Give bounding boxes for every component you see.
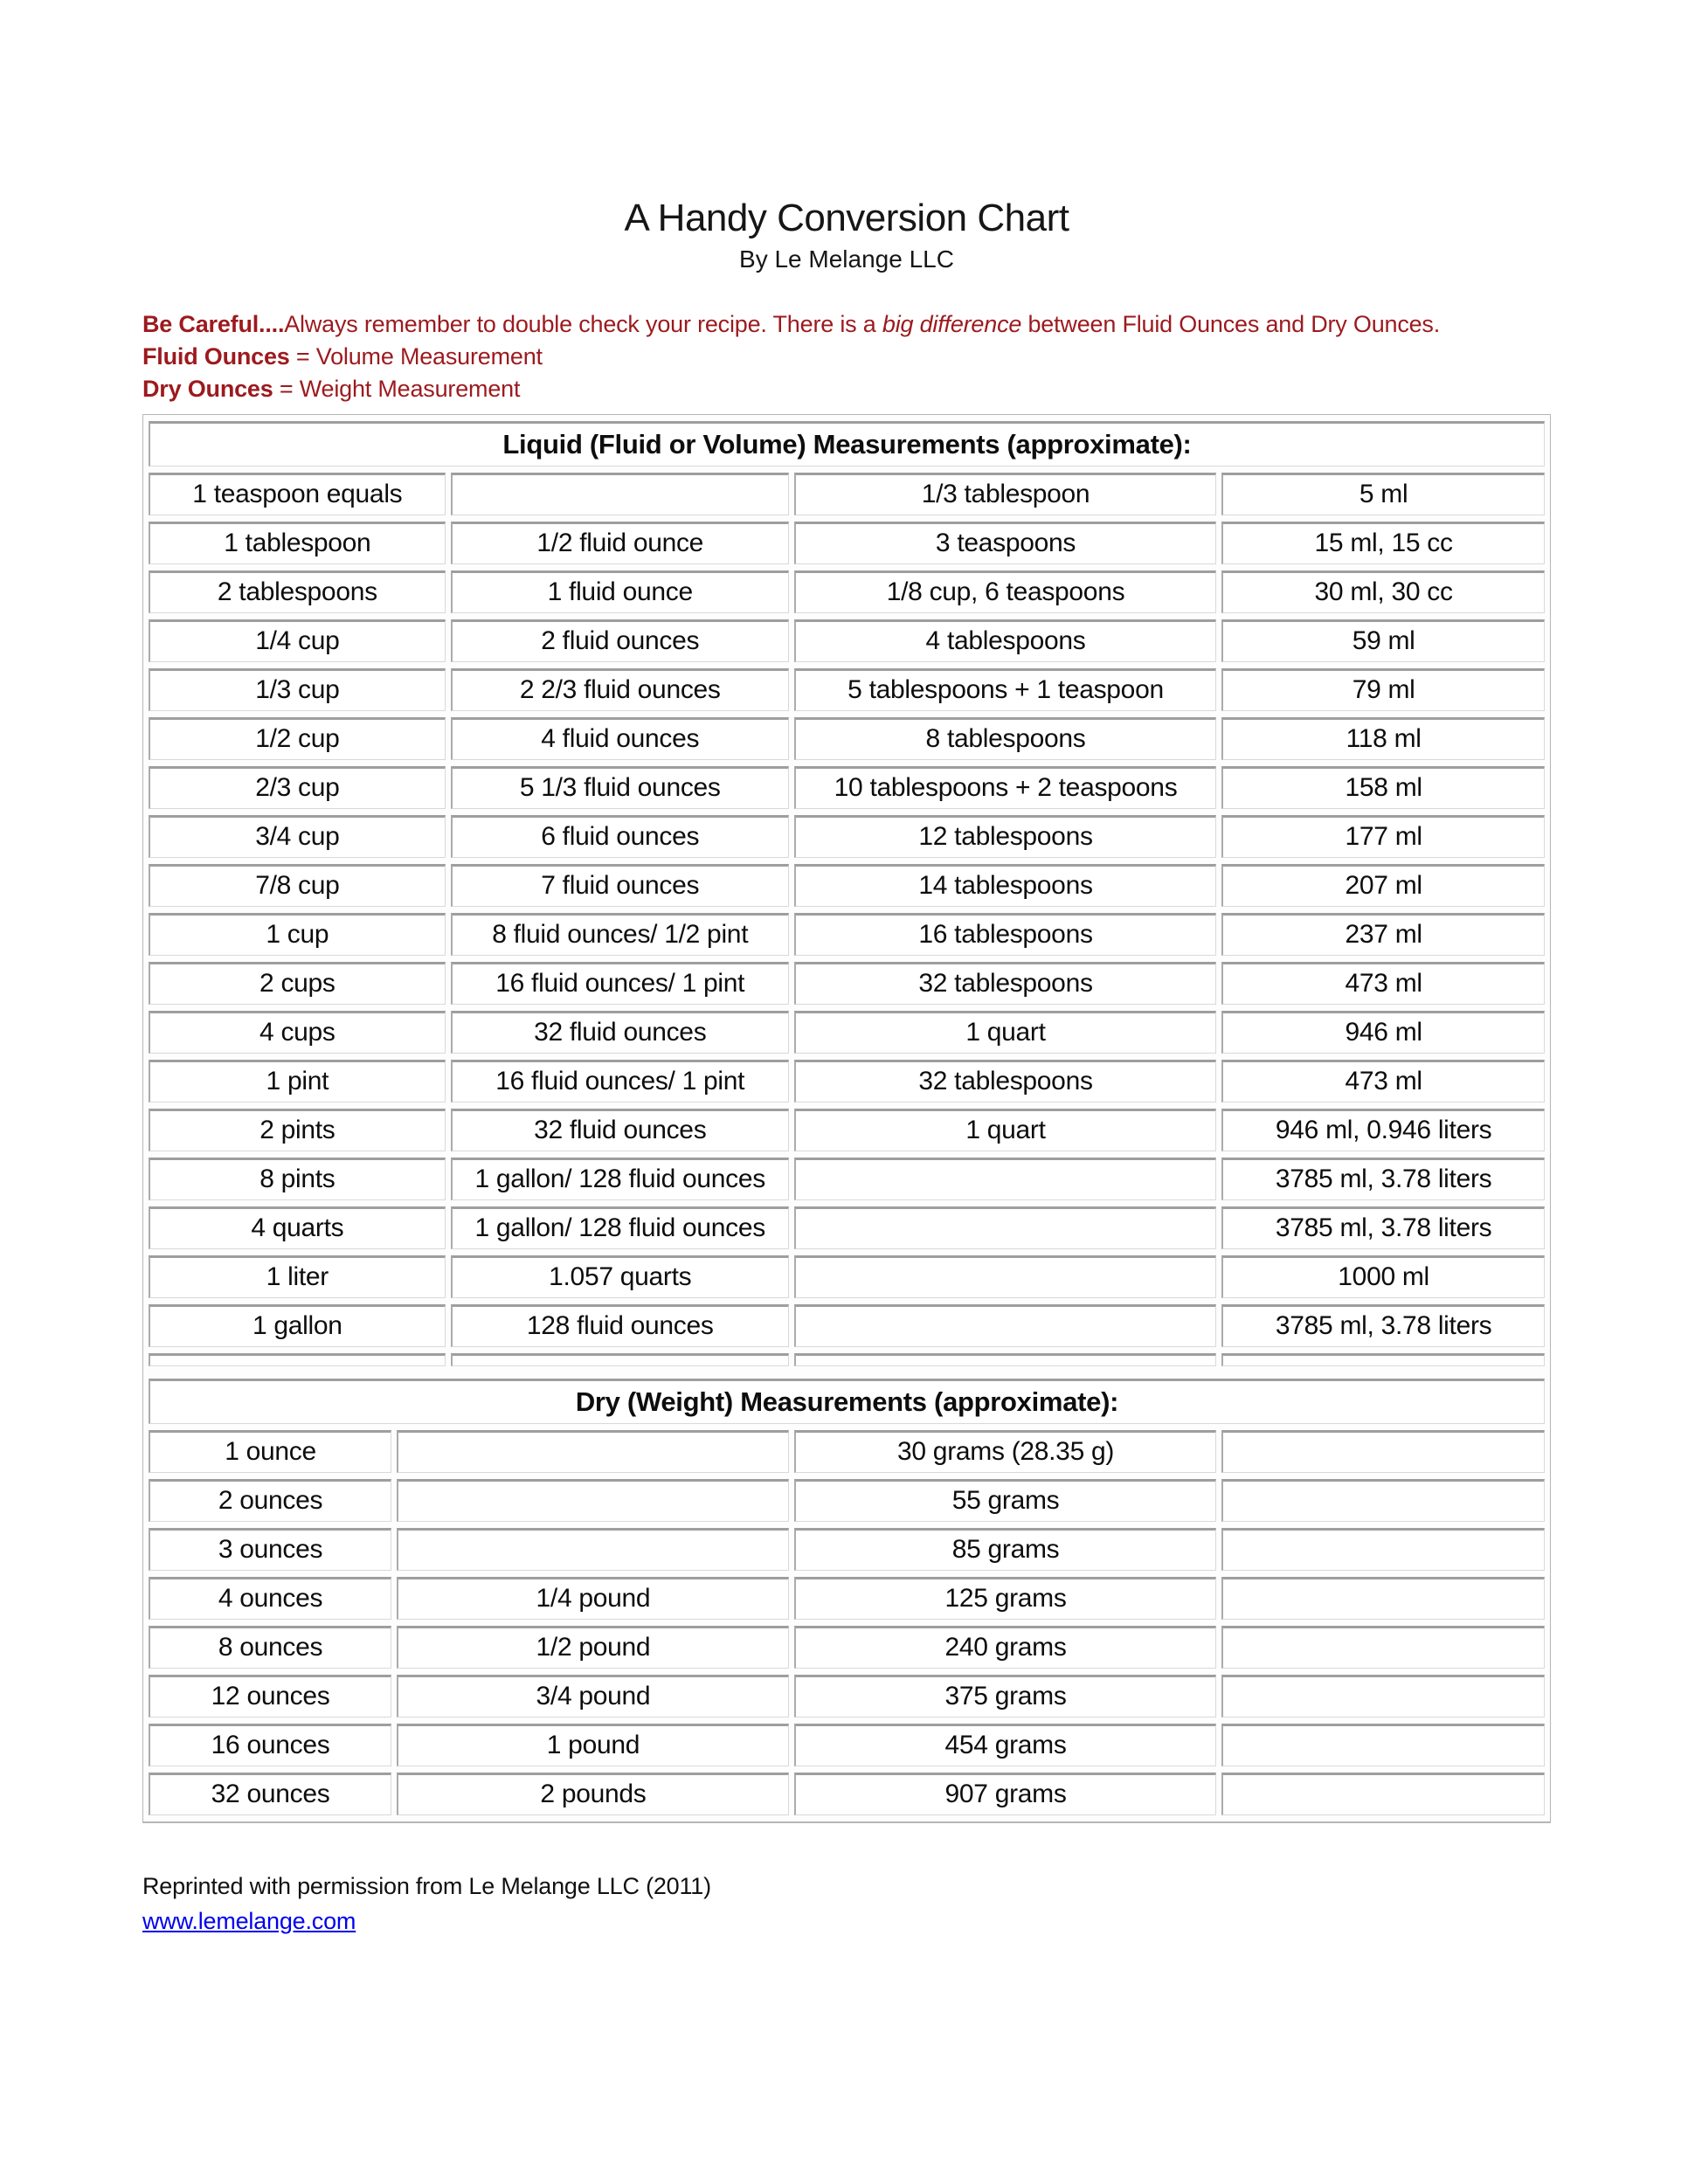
table-cell: 10 tablespoons + 2 teaspoons [794, 766, 1216, 809]
table-cell: 2/3 cup [149, 766, 446, 809]
table-cell: 946 ml, 0.946 liters [1221, 1109, 1545, 1151]
table-cell: 1 gallon/ 128 fluid ounces [451, 1206, 789, 1249]
table-cell: 4 quarts [149, 1206, 446, 1249]
fluid-ounces-term: Fluid Ounces [142, 342, 290, 370]
table-row [149, 1011, 1545, 1054]
table-cell: 1 gallon [149, 1304, 446, 1347]
table-cell [794, 1255, 1216, 1298]
warning-italic-phrase: big difference [882, 310, 1022, 337]
table-row [149, 1255, 1545, 1298]
table-cell: 1/2 cup [149, 717, 446, 760]
table-cell [1221, 1626, 1545, 1669]
table-cell: 1 teaspoon equals [149, 473, 446, 515]
table-cell [1221, 1479, 1545, 1522]
table-row [149, 619, 1545, 662]
page-title: A Handy Conversion Chart [624, 197, 1069, 239]
table-cell [397, 1479, 789, 1522]
table-row [149, 1773, 1545, 1815]
table-cell: 5 ml [1221, 473, 1545, 515]
table-cell: 2 2/3 fluid ounces [451, 668, 789, 711]
table-cell: 1 quart [794, 1109, 1216, 1151]
table-cell [794, 1304, 1216, 1347]
table-cell [1221, 1430, 1545, 1473]
table-cell [1221, 1724, 1545, 1766]
liquid-table-title: Liquid (Fluid or Volume) Measurements (approximate): [149, 421, 1545, 467]
table-cell: 375 grams [794, 1675, 1216, 1717]
table-cell: 1/2 fluid ounce [451, 522, 789, 564]
table-cell: 207 ml [1221, 864, 1545, 907]
table-cell [1221, 1675, 1545, 1717]
table-row [149, 815, 1545, 858]
table-cell: 8 fluid ounces/ 1/2 pint [451, 913, 789, 956]
table-cell: 15 ml, 15 cc [1221, 522, 1545, 564]
table-cell: 946 ml [1221, 1011, 1545, 1054]
table-cell: 1/3 cup [149, 668, 446, 711]
table-cell [451, 473, 789, 515]
table-cell: 237 ml [1221, 913, 1545, 956]
table-cell: 4 ounces [149, 1577, 391, 1620]
table-row [149, 1577, 1545, 1620]
warning-lead: Be Careful.... [142, 310, 285, 337]
table-cell: 1.057 quarts [451, 1255, 789, 1298]
table-cell: 1 gallon/ 128 fluid ounces [451, 1158, 789, 1200]
conversion-tables-container [142, 414, 1551, 1823]
table-cell [397, 1528, 789, 1571]
table-cell: 3785 ml, 3.78 liters [1221, 1304, 1545, 1347]
table-cell: 1 quart [794, 1011, 1216, 1054]
table-row [149, 1206, 1545, 1249]
table-cell: 30 grams (28.35 g) [794, 1430, 1216, 1473]
fluid-ounces-meaning: = Volume Measurement [289, 342, 543, 370]
table-cell: 12 ounces [149, 1675, 391, 1717]
table-cell: 1 ounce [149, 1430, 391, 1473]
table-cell: 85 grams [794, 1528, 1216, 1571]
table-row [149, 1626, 1545, 1669]
warning-block [142, 308, 1551, 405]
table-cell: 1 cup [149, 913, 446, 956]
table-cell: 4 tablespoons [794, 619, 1216, 662]
table-cell: 32 ounces [149, 1773, 391, 1815]
table-cell: 454 grams [794, 1724, 1216, 1766]
table-row [149, 962, 1545, 1005]
spacer-cell [451, 1353, 789, 1366]
table-cell: 16 ounces [149, 1724, 391, 1766]
table-cell: 2 pints [149, 1109, 446, 1151]
table-cell: 5 1/3 fluid ounces [451, 766, 789, 809]
table-cell: 7/8 cup [149, 864, 446, 907]
table-cell: 125 grams [794, 1577, 1216, 1620]
table-row [149, 1158, 1545, 1200]
table-cell: 79 ml [1221, 668, 1545, 711]
table-cell: 240 grams [794, 1626, 1216, 1669]
table-cell: 1 liter [149, 1255, 446, 1298]
table-cell [794, 1158, 1216, 1200]
table-cell: 55 grams [794, 1479, 1216, 1522]
table-cell: 30 ml, 30 cc [1221, 570, 1545, 613]
table-cell: 1 pint [149, 1060, 446, 1102]
table-cell [1221, 1773, 1545, 1815]
page-subtitle: By Le Melange LLC [739, 245, 954, 273]
table-cell: 158 ml [1221, 766, 1545, 809]
table-row [149, 522, 1545, 564]
table-cell: 6 fluid ounces [451, 815, 789, 858]
footer-permission-text: Reprinted with permission from Le Melange LLC (2011) [142, 1872, 711, 1899]
table-row [149, 1528, 1545, 1571]
table-cell [1221, 1577, 1545, 1620]
liquid-measurements-table [143, 415, 1550, 1372]
table-cell: 177 ml [1221, 815, 1545, 858]
fluid-ounces-definition [142, 341, 1551, 373]
table-row [149, 668, 1545, 711]
table-row [149, 717, 1545, 760]
liquid-table-header-row [149, 421, 1545, 467]
warning-note [142, 308, 1551, 341]
table-cell: 8 pints [149, 1158, 446, 1200]
table-cell [1221, 1528, 1545, 1571]
table-cell: 32 tablespoons [794, 962, 1216, 1005]
table-cell: 32 fluid ounces [451, 1109, 789, 1151]
table-cell: 5 tablespoons + 1 teaspoon [794, 668, 1216, 711]
spacer-cell [149, 1353, 446, 1366]
table-cell: 3 ounces [149, 1528, 391, 1571]
table-cell: 1/4 cup [149, 619, 446, 662]
table-cell: 473 ml [1221, 1060, 1545, 1102]
website-link[interactable]: www.lemelange.com [142, 1907, 356, 1934]
table-cell: 118 ml [1221, 717, 1545, 760]
dry-ounces-definition [142, 373, 1551, 405]
table-cell: 1 pound [397, 1724, 789, 1766]
spacer-cell [794, 1353, 1216, 1366]
table-row [149, 1430, 1545, 1473]
table-row [149, 1724, 1545, 1766]
table-cell [794, 1206, 1216, 1249]
table-row [149, 1675, 1545, 1717]
table-cell: 473 ml [1221, 962, 1545, 1005]
table-cell: 128 fluid ounces [451, 1304, 789, 1347]
table-cell: 1/8 cup, 6 teaspoons [794, 570, 1216, 613]
dry-ounces-term: Dry Ounces [142, 375, 273, 402]
warning-text-2: between Fluid Ounces and Dry Ounces. [1021, 310, 1441, 337]
table-row [149, 473, 1545, 515]
table-cell: 3/4 cup [149, 815, 446, 858]
table-cell: 2 fluid ounces [451, 619, 789, 662]
table-cell: 7 fluid ounces [451, 864, 789, 907]
table-cell: 3 teaspoons [794, 522, 1216, 564]
dry-measurements-table [143, 1372, 1550, 1821]
table-cell: 12 tablespoons [794, 815, 1216, 858]
table-row [149, 913, 1545, 956]
spacer-row [149, 1353, 1545, 1366]
table-cell: 3785 ml, 3.78 liters [1221, 1206, 1545, 1249]
table-row [149, 1109, 1545, 1151]
table-cell: 8 ounces [149, 1626, 391, 1669]
table-cell: 4 fluid ounces [451, 717, 789, 760]
table-row [149, 570, 1545, 613]
table-cell: 1000 ml [1221, 1255, 1545, 1298]
spacer-cell [1221, 1353, 1545, 1366]
table-cell: 2 pounds [397, 1773, 789, 1815]
table-row [149, 1060, 1545, 1102]
table-row [149, 766, 1545, 809]
table-cell [397, 1430, 789, 1473]
table-cell: 32 fluid ounces [451, 1011, 789, 1054]
table-cell: 16 fluid ounces/ 1 pint [451, 1060, 789, 1102]
warning-text-1: Always remember to double check your recipe. There is a [284, 310, 882, 337]
table-row [149, 864, 1545, 907]
table-cell: 3785 ml, 3.78 liters [1221, 1158, 1545, 1200]
table-cell: 2 tablespoons [149, 570, 446, 613]
table-cell: 2 cups [149, 962, 446, 1005]
dry-table-title: Dry (Weight) Measurements (approximate): [149, 1379, 1545, 1424]
table-cell: 14 tablespoons [794, 864, 1216, 907]
table-cell: 16 tablespoons [794, 913, 1216, 956]
dry-ounces-meaning: = Weight Measurement [273, 375, 521, 402]
table-cell: 59 ml [1221, 619, 1545, 662]
table-cell: 3/4 pound [397, 1675, 789, 1717]
table-row [149, 1479, 1545, 1522]
table-row [149, 1304, 1545, 1347]
table-cell: 16 fluid ounces/ 1 pint [451, 962, 789, 1005]
table-cell: 1/3 tablespoon [794, 473, 1216, 515]
dry-table-header-row [149, 1379, 1545, 1424]
table-cell: 4 cups [149, 1011, 446, 1054]
table-cell: 907 grams [794, 1773, 1216, 1815]
table-cell: 1 tablespoon [149, 522, 446, 564]
footer [142, 1869, 1551, 1939]
table-cell: 2 ounces [149, 1479, 391, 1522]
table-cell: 1 fluid ounce [451, 570, 789, 613]
table-cell: 1/4 pound [397, 1577, 789, 1620]
table-cell: 32 tablespoons [794, 1060, 1216, 1102]
table-cell: 8 tablespoons [794, 717, 1216, 760]
table-cell: 1/2 pound [397, 1626, 789, 1669]
